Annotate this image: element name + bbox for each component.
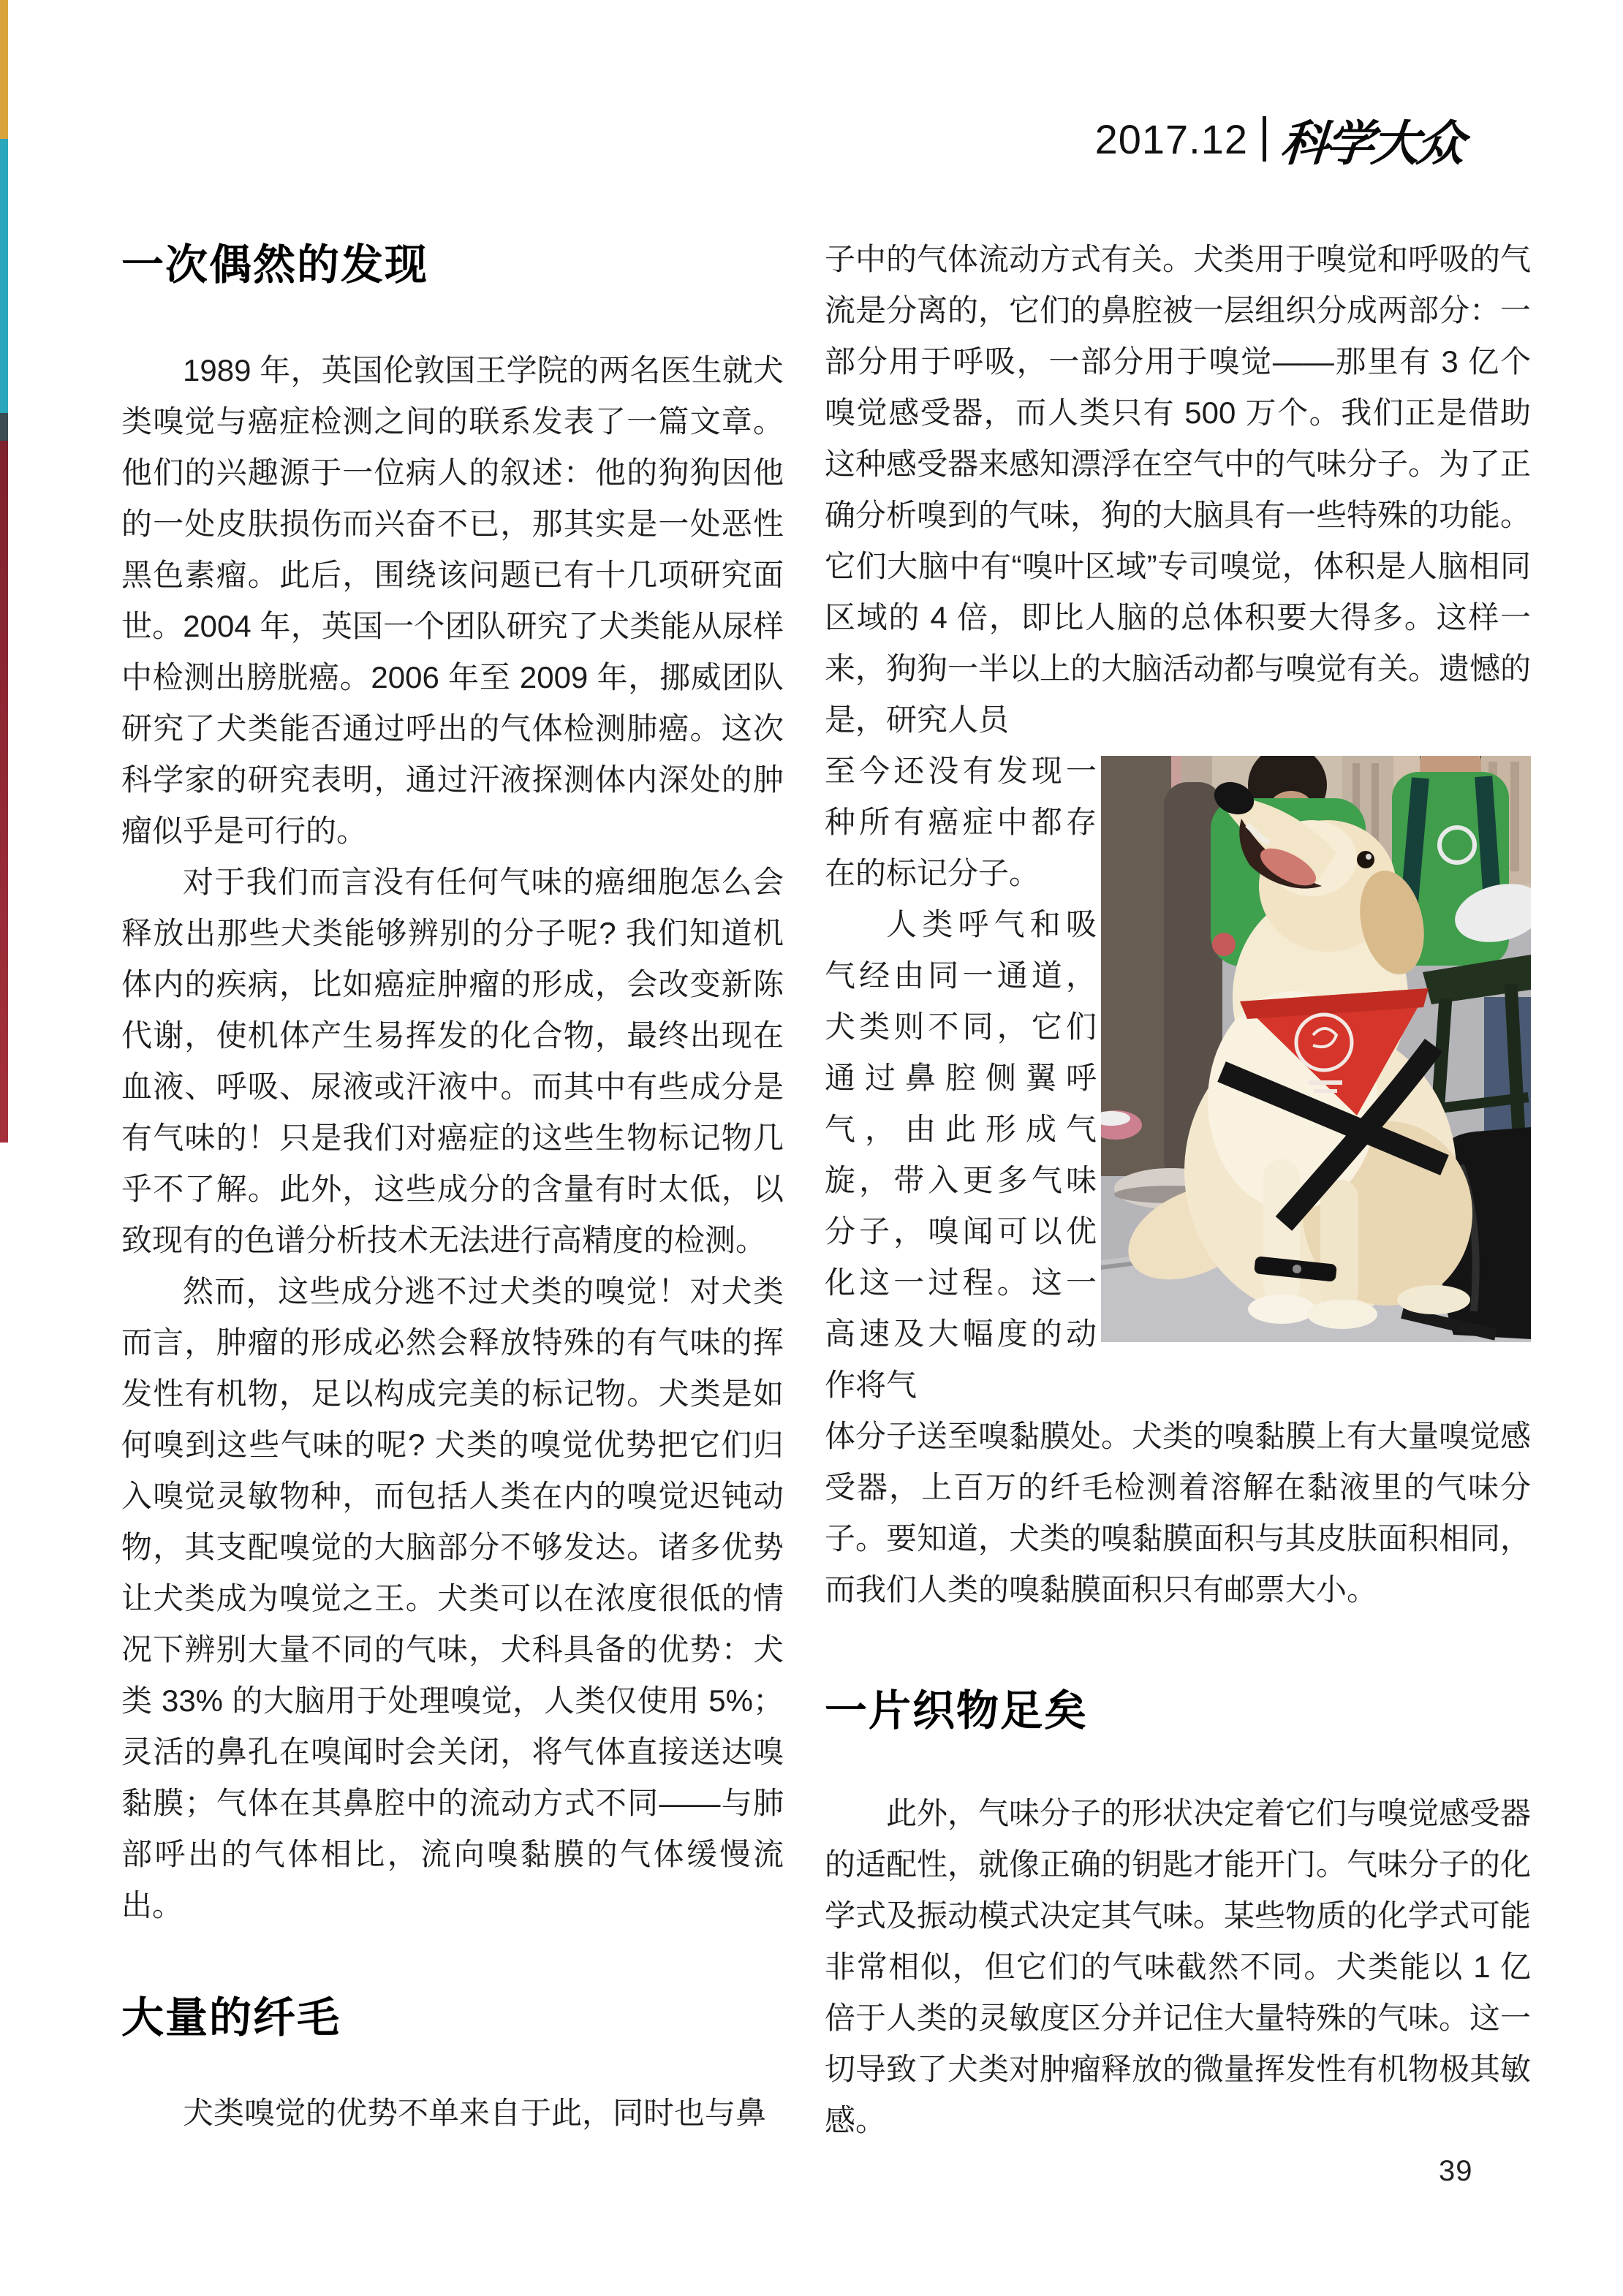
- right-column: [825, 234, 1531, 2146]
- dog-eye: [1357, 851, 1374, 868]
- paragraph: 此外，气味分子的形状决定着它们与嗅觉感受器的适配性，就像正确的钥匙才能开门。气味分子的化学式及振动模式决定其气味。某些物质的化学式可能非常相似，但它们的气味截然不同。犬类能以 1 亿倍于人类的灵敏度区分并记住大量特殊的气味。这一切导致了犬类对肿瘤释放的微量挥发性有机物极其敏感。: [825, 1796, 1532, 2137]
- photo-side-text: [825, 746, 1097, 1411]
- section-heading-cilia: 大量的纤毛: [121, 1994, 341, 2042]
- paragraph: 人类呼气和吸气经由同一通道，犬类则不同，它们通过鼻腔侧翼呼气，由此形成气旋，带入更多气味分子，嗅闻可以优化这一过程。这一高速及大幅度的动作将气: [825, 907, 1097, 1402]
- section-heading-discovery: 一次偶然的发现: [121, 241, 429, 289]
- issue-date: 2017.12: [1094, 115, 1248, 162]
- paragraph: 犬类嗅觉的优势不单来自于此，同时也与鼻: [183, 2096, 767, 2130]
- dog-photo: [1101, 756, 1531, 1342]
- text-photo-row: [825, 746, 1531, 1411]
- header-divider: [1263, 116, 1266, 162]
- paragraph: 至今还没有发现一种所有癌症中都存在的标记分子。: [825, 754, 1097, 890]
- edge-strip-yellow: [0, 0, 8, 139]
- section-heading-fabric: 一片织物足矣: [825, 1687, 1089, 1735]
- left-column: [121, 241, 784, 2139]
- paragraph: 然而，这些成分逃不过犬类的嗅觉！对犬类而言，肿瘤的形成必然会释放特殊的有气味的挥发性有机物，足以构成完美的标记物。犬类是如何嗅到这些气味的呢? 犬类的嗅觉优势把它们归入嗅觉灵敏物种，而包括人类在内的嗅觉迟钝动物，其支配嗅觉的大脑部分不够发达。诸多优势让犬类成为嗅觉之王。犬类可以在浓度很低的情况下辨别大量不同的气味，犬科具备的优势：犬类 33% 的大脑用于处理嗅觉，人类仅使用 5%；灵活的鼻孔在嗅闻时会关闭，将气体直接送达嗅黏膜；气体在其鼻腔中的流动方式不同——与肺部呼出的气体相比，流向嗅黏膜的气体缓慢流出。: [121, 1274, 784, 1922]
- magazine-logo: 科学大众: [1278, 114, 1464, 172]
- edge-strip-slate: [0, 413, 8, 441]
- page-number: 39: [1439, 2155, 1473, 2187]
- edge-strip-teal: [0, 139, 8, 413]
- paragraph: 体分子送至嗅黏膜处。犬类的嗅黏膜上有大量嗅觉感受器，上百万的纤毛检测着溶解在黏液里的气味分子。要知道，犬类的嗅黏膜面积与其皮肤面积相同，而我们人类的嗅黏膜面积只有邮票大小。: [825, 1419, 1532, 1607]
- dog-photo-illustration: [1101, 756, 1531, 1342]
- page-header: [825, 110, 1464, 172]
- page-edge-color-strip: [0, 0, 8, 1170]
- paragraph: 对于我们而言没有任何气味的癌细胞怎么会释放出那些犬类能够辨别的分子呢? 我们知道机体内的疾病，比如癌症肿瘤的形成，会改变新陈代谢，使机体产生易挥发的化合物，最终出现在血液、呼吸、尿液或汗液中。而其中有些成分是有气味的！只是我们对癌症的这些生物标记物几乎不了解。此外，这些成分的含量有时太低，以致现有的色谱分析技术无法进行高精度的检测。: [121, 865, 784, 1257]
- paragraph: 1989 年，英国伦敦国王学院的两名医生就犬类嗅觉与癌症检测之间的联系发表了一篇文章。他们的兴趣源于一位病人的叙述：他的狗狗因他的一处皮肤损伤而兴奋不已，那其实是一处恶性黑色素瘤。此后，围绕该问题已有十几项研究面世。2004 年，英国一个团队研究了犬类能从尿样中检测出膀胱癌。2006 年至 2009 年，挪威团队研究了犬类能否通过呼出的气体检测肺癌。这次科学家的研究表明，通过汗液探测体内深处的肿瘤似乎是可行的。: [121, 353, 784, 848]
- paragraph: 子中的气体流动方式有关。犬类用于嗅觉和呼吸的气流是分离的，它们的鼻腔被一层组织分成两部分：一部分用于呼吸，一部分用于嗅觉——那里有 3 亿个嗅觉感受器，而人类只有 500 万个。我们正是借助这种感受器来感知漂浮在空气中的气味分子。为了正确分析嗅到的气味，狗的大脑具有一些特殊的功能。它们大脑中有“嗅叶区域”专司嗅觉，体积是人脑相同区域的 4 倍，即比人脑的总体积要大得多。这样一来，狗狗一半以上的大脑活动都与嗅觉有关。遗憾的是，研究人员: [825, 242, 1532, 737]
- edge-strip-maroon: [0, 441, 8, 1143]
